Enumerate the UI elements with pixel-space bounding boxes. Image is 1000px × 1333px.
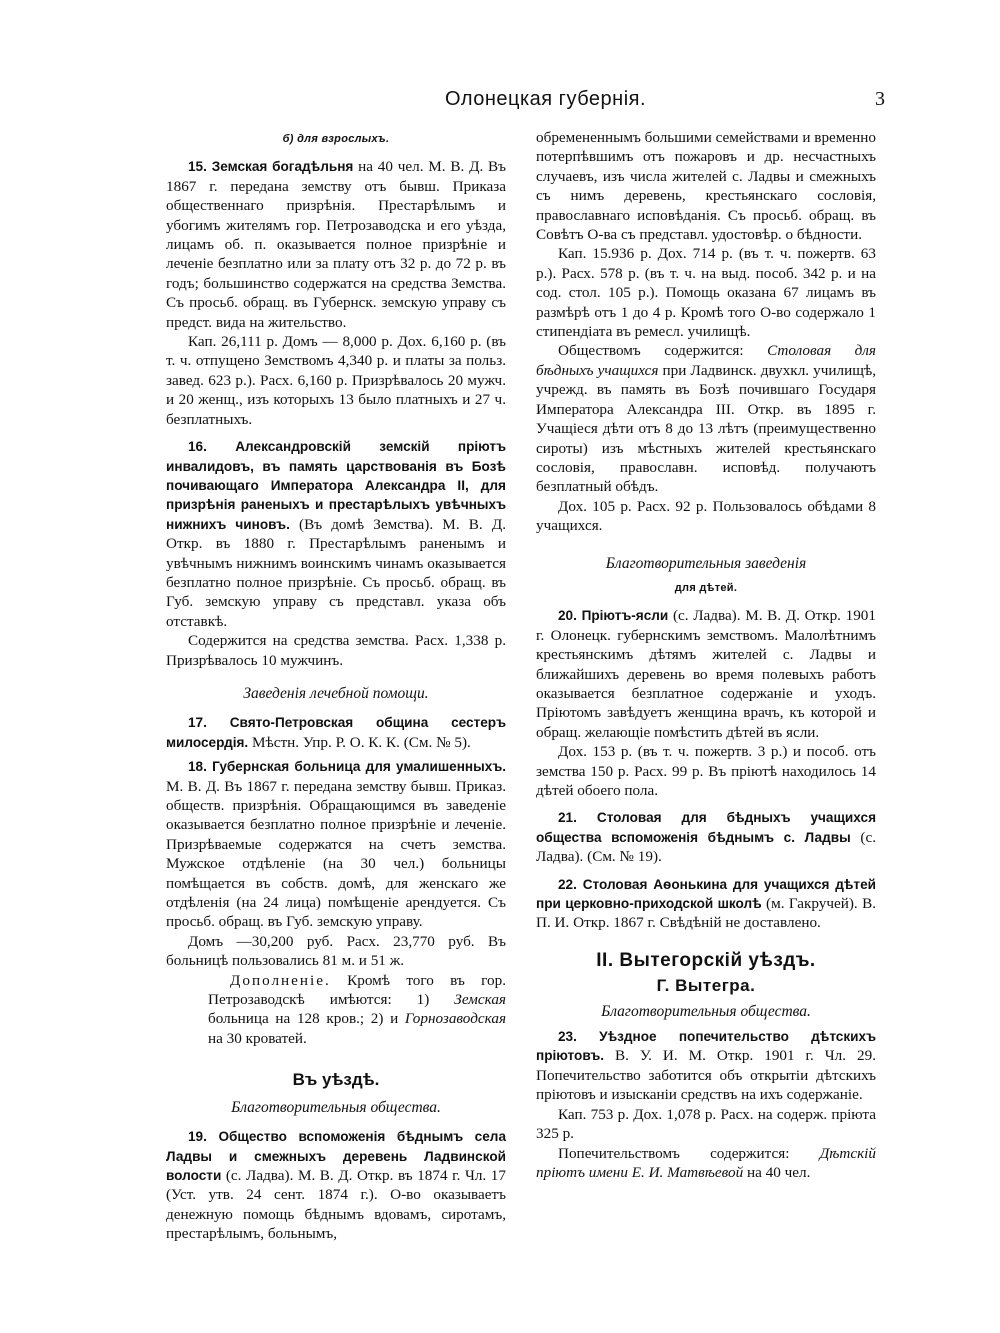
entry-19-finance: Кап. 15.936 р. Дох. 714 р. (въ т. ч. пожертв. 63 р.). Расх. 578 р. (въ т. ч. на выд. пособ. 342 р. и на сод. стол. 105 р.). Помощь оказана 67 лицамъ въ размѣрѣ отъ 1 до 4 р. Кромѣ того О-во содержало 1 стипендіата въ ремесл. училищѣ. [536,245,876,341]
left-column [166,128,506,1244]
entry-17-name: Свято-Петровская община сестеръ милосердія. [166,715,507,750]
heading-uezd: Въ уѣздѣ. [292,1070,380,1090]
page-header [165,88,885,118]
entry-23-orphanage: Попечительствомъ содержится: Дѣтскій пріютъ имени Е. И. Матвѣевой на 40 чел. [536,1144,876,1181]
entry-23-finance: Кап. 753 р. Дох. 1,078 р. Расх. на содерж. пріюта 325 р. [536,1105,876,1143]
heading-section-ii: II. Вытегорскій уѣздъ. [596,949,816,971]
supplement-note: Дополненіе. Кромѣ того въ гор. Петрозаводскѣ имѣются: 1) Земская больница на 128 кров.; 2) и Горнозаводская на 30 кроватей. [208,971,506,1047]
entry-21-name: Столовая для бѣдныхъ учащихся общества вспоможенія бѣднымъ с. Ладвы [536,810,877,845]
entry-19-continued: обремененнымъ большими семействами и временно потерпѣвшимъ отъ пожаровъ и др. несчастныхъ случаевъ, изъ числа жителей с. Ладвы и смежныхъ съ нимъ деревень, крестьянскаго сословія, православнаго исповѣданія. Съ просьб. обращ. въ Совѣтъ О-ва съ представл. удостовѣр. о бѣдности. [536,129,876,244]
entry-18-name: Губернская больница для умалишенныхъ. [212,759,507,775]
entry-17: 17. Свято-Петровская община сестеръ милосердія. Мѣстн. Упр. Р. О. К. К. (См. № 5). [166,715,507,751]
entry-19-name: Общество вспоможенія бѣднымъ села Ладвы и смежныхъ деревень Ладвинской волости [166,1129,506,1183]
entry-21: 21. Столовая для бѣдныхъ учащихся общества вспоможенія бѣднымъ с. Ладвы (с. Ладва). (См. № 19). [536,810,877,866]
entry-16-name: Александровскій земскій пріютъ инвалидовъ, въ память царствованія въ Бозѣ почивающаго Императора Александра II, для призрѣнія раненыхъ и престарѣлыхъ увѣчныхъ нижнихъ чиновъ. [166,439,506,532]
entry-23: 23. Уѣздное попечительство дѣтскихъ пріютовъ. В. У. И. М. Откр. 1901 г. Чл. 29. Попечительство заботится объ открытіи дѣтскихъ пріютовъ и изысканіи средствъ на ихъ содержаніе. [536,1029,876,1104]
page-number: 3 [875,88,885,110]
running-title: Олонецкая губернія. [445,88,647,110]
entry-15-name: Земская богадѣльня [211,159,354,175]
right-column [536,128,876,1182]
subheading-adults: б) для взрослыхъ. [282,133,390,145]
entry-16-finance: Содержится на средства земства. Расх. 1,338 р. Призрѣвалось 10 мужчинъ. [166,632,506,669]
heading-charity-societies-2: Благотворительныя общества. [601,1002,811,1020]
entry-23-name: Уѣздное попечительство дѣтскихъ пріютовъ. [536,1029,876,1064]
subheading-children: для дѣтей. [674,581,738,594]
entry-18: 18. Губернская больница для умалишенныхъ. М. В. Д. Въ 1867 г. передана земству бывш. Приказ. обществ. призрѣнія. Обращающимся въ заведеніе оказывается безплатно полное призрѣніе и леченіе. Призрѣваемые содержатся на счетъ земства. Мужское отдѣленіе (на 30 чел.) больницы помѣщается въ собств. домѣ, для женскаго же отдѣленія (на 24 лица) помѣщеніе арендуется. Съ просьб. обращ. въ Губ. земскую управу. [166,759,507,931]
entry-20-name: Пріютъ-ясли [581,608,669,624]
entry-15: 15. Земская богадѣльня на 40 чел. М. В. Д. Въ 1867 г. передана земству отъ бывш. Приказа общественнаго призрѣнія. Престарѣлымъ и убогимъ жителямъ гор. Петрозаводска и его уѣзда, лицамъ об. п. оказывается полное призрѣніе и леченіе безплатно или за плату отъ 32 р. до 72 р. въ годъ; большинство содержатся на средства Земства. Съ просьб. обращ. въ Губернск. земскую управу съ предст. вида на жительство. [166,158,507,331]
entry-22: 22. Столовая Аѳонькина для учащихся дѣтей при церковно-приходской школѣ (м. Гакручей). В. П. И. Откр. 1867 г. Свѣдѣній не доставлено. [536,876,877,932]
entry-16: 16. Александровскій земскій пріютъ инвалидовъ, въ память царствованія въ Бозѣ почивающаго Императора Александра II, для призрѣнія раненыхъ и престарѣлыхъ увѣчныхъ нижнихъ чиновъ. (Въ домѣ Земства). М. В. Д. Откр. въ 1880 г. Престарѣлымъ раненымъ и увѣчнымъ нижнимъ воинскимъ чинамъ оказывается безплатно полное призрѣніе. Съ просьб. обращ. въ Губ. земскую управу съ представл. указа объ отставкѣ. [166,439,507,630]
entry-22-name: Столовая Аѳонькина для учащихся дѣтей при церковно-приходской школѣ [536,876,876,912]
heading-town: Г. Вытегра. [656,976,756,996]
entry-19: 19. Общество вспоможенія бѣднымъ села Ладвы и смежныхъ деревень Ладвинской волости (с. Ладва). М. В. Д. Откр. въ 1874 г. Чл. 17 (Уст. утв. 24 сент. 1874 г.). О-во оказываетъ денежную помощь бѣднымъ вдовамъ, сиротамъ, престарѣлымъ, больнымъ, [166,1129,506,1243]
entry-19-canteen-finance: Дох. 105 р. Расх. 92 р. Пользовалось обѣдами 8 учащихся. [536,497,876,535]
heading-charity-institutions: Благотворительныя заведенія [605,554,807,572]
heading-medical: Заведенія лечебной помощи. [243,684,429,702]
entry-15-finance: Кап. 26,111 р. Домъ — 8,000 р. Дох. 6,160 р. (въ т. ч. отпущено Земствомъ 4,340 р. и платы за польз. завед. 623 р.). Расх. 6,160 р. Призрѣвалось 20 мужч. и 20 женщ., изъ которыхъ 13 было платныхъ и 27 ч. безплатныхъ. [166,333,506,428]
heading-charity-societies: Благотворительныя общества. [231,1098,441,1116]
entry-18-finance: Домъ —30,200 руб. Расх. 23,770 руб. Въ больницѣ пользовались 81 м. и 51 ж. [166,932,506,970]
entry-19-canteen: Обществомъ содержится: Столовая для бѣдныхъ учащихся при Ладвинск. двухкл. училищѣ, учрежд. въ память въ Бозѣ почившаго Государя Императора Александра III. Откр. въ 1895 г. Учащіеся дѣти отъ 8 до 13 лѣтъ (преимущественно сироты) изъ мѣстныхъ жителей крестьянскаго сословія, православн. исповѣд. получаютъ безплатный обѣдъ. [536,342,876,496]
entry-20: 20. Пріютъ-ясли (с. Ладва). М. В. Д. Откр. 1901 г. Олонецк. губернскимъ земствомъ. Малолѣтнимъ крестьянскимъ дѣтямъ жителей с. Ладвы и ближайшихъ деревень во время полевыхъ работъ оказывается безплатное содержаніе и уходъ. Пріютомъ завѣдуетъ женщина врачъ, къ которой и обращ. желающіе помѣстить дѣтей въ ясли. [536,607,876,741]
entry-20-finance: Дох. 153 р. (въ т. ч. пожертв. 3 р.) и пособ. отъ земства 150 р. Расх. 99 р. Въ пріютѣ находилось 14 дѣтей обоего пола. [536,743,876,799]
